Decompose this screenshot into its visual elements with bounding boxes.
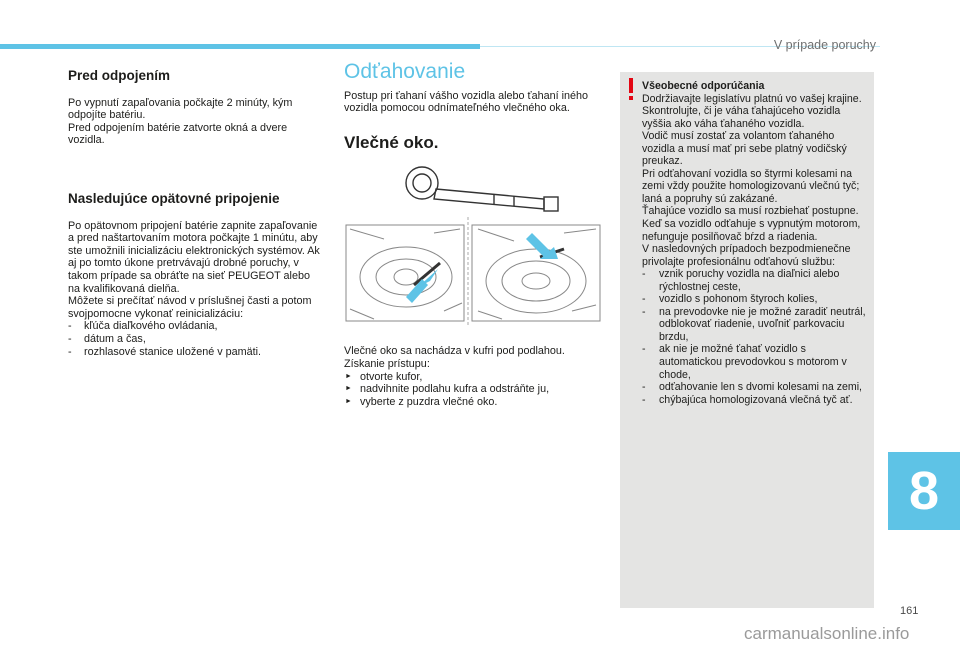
trunk-left-view (346, 225, 464, 321)
chapter-title: V prípade poruchy (773, 38, 876, 52)
section-text-disconnect: Po vypnutí zapaľovania počkajte 2 minúty, kým odpojíte batériu. Pred odpojením batérie zatvorte okná a dvere vozidla. (68, 96, 293, 147)
reinit-list (68, 320, 324, 358)
towing-eye-illustration (344, 159, 602, 329)
section-title-towing: Odťahovanie (344, 60, 466, 83)
list-item: - rozhlasové stanice uložené v pamäti. (68, 346, 324, 359)
list-item: - odťahovanie len s dvomi kolesami na zemi, (642, 381, 870, 394)
column-towing (344, 60, 604, 408)
note-text: Dodržiavajte legislatívu platnú vo vašej krajine. Skontrolujte, či je váha ťahajúceho vozidla vyššia ako váha ťahaného vozidla. Vodič musí zostať za volantom ťahaného vozidla a musí mať pri sebe platný vodičský preukaz. Pri odťahovaní vozidla so štyrmi kolesami na zemi vždy použite homologizovanú vlečnú tyč; laná a popruhy sú zakázané. Ťahajúce vozidlo sa musí rozbiehať postupne. Keď sa vozidlo odťahuje s vypnutým motorom, nefunguje posilňovač bŕzd a riadenia. V nasledovných prípadoch bezpodmienečne privolajte profesionálnu odťahovú službu: (642, 92, 862, 268)
section-title-disconnect: Pred odpojením (68, 68, 171, 83)
list-item: - na prevodovke nie je možné zaradiť neutrál, odblokovať riadenie, uvoľniť parkovaciu brzdu, (642, 306, 870, 344)
list-item: - vozidlo s pohonom štyroch kolies, (642, 293, 870, 306)
column-battery (68, 70, 324, 358)
towing-eye-caption: Vlečné oko sa nachádza v kufri pod podlahou. Získanie prístupu: (344, 345, 565, 370)
note-title: Všeobecné odporúčania (642, 80, 765, 92)
chapter-tab: 8 (888, 452, 960, 530)
watermark: carmanualsonline.info (744, 624, 910, 643)
towing-eye-tool (406, 167, 558, 211)
list-item: - vznik poruchy vozidla na diaľnici alebo rýchlostnej ceste, (642, 268, 870, 293)
list-item: - ak nie je možné ťahať vozidlo s automatickou prevodovkou s motorom v chode, (642, 343, 870, 381)
professional-towing-list (642, 268, 870, 406)
page-number: 161 (900, 605, 919, 617)
list-item: - dátum a čas, (68, 333, 324, 346)
exclamation-icon (626, 78, 636, 100)
list-item: ► otvorte kufor, (344, 371, 604, 384)
list-item: ► vyberte z puzdra vlečné oko. (344, 396, 604, 409)
towing-intro: Postup pri ťahaní vášho vozidla alebo ťahaní iného vozidla pomocou odnímateľného vlečného oka. (344, 89, 589, 115)
section-title-reconnect: Nasledujúce opätovné pripojenie (68, 190, 280, 206)
access-steps (344, 371, 604, 409)
list-item: - chýbajúca homologizovaná vlečná tyč ať. (642, 394, 870, 407)
list-item: ► nadvihnite podlahu kufra a odstráňte ju, (344, 383, 604, 396)
header-accent-bar (0, 44, 480, 49)
section-title-towing-eye: Vlečné oko. (344, 132, 439, 152)
towing-eye-drawing (344, 159, 602, 329)
general-recommendations-box (620, 72, 874, 608)
list-item: - kľúča diaľkového ovládania, (68, 320, 324, 333)
section-text-reconnect: Po opätovnom pripojení batérie zapnite zapaľovanie a pred naštartovaním motora počkajte 1 minútu, aby ste umožnili inicializáciu elektronických systémov. Ak aj po tomto úkone pretrvávajú drobné poruchy, v takom prípade sa obráťte na sieť PEUGEOT alebo na kvalifikovaná dielňa. Môžete si prečítať návod v príslušnej časti a potom svojpomocne vykonať reinicializáciu: (68, 219, 320, 320)
